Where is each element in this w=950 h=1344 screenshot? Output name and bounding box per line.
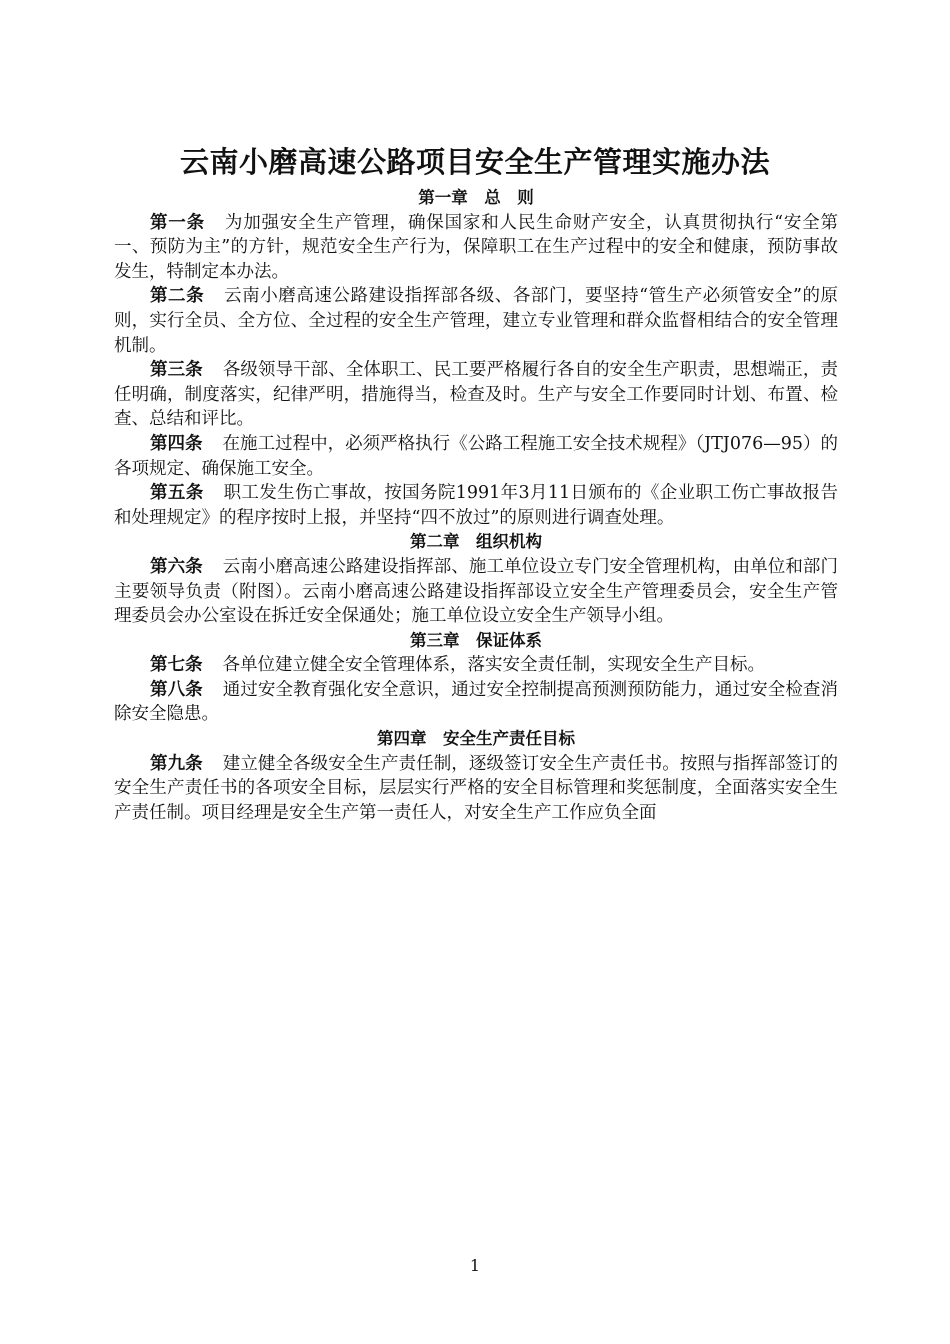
article [114, 481, 838, 530]
article-text: 各单位建立健全安全管理体系，落实安全责任制，实现安全生产目标。 [222, 655, 765, 676]
chapter-heading: 第二章 组织机构 [410, 532, 542, 552]
article [114, 678, 838, 727]
article-number: 第二条 [150, 286, 205, 307]
article-number: 第五条 [150, 483, 204, 504]
article-number: 第八条 [150, 679, 203, 700]
chapter-heading: 第三章 保证体系 [410, 630, 542, 650]
article-text: 职工发生伤亡事故，按国务院1991年3月11日颁布的《企业职工伤亡事故报告和处理规定》的程序按时上报，并坚持“四不放过”的原则进行调查处理。 [114, 483, 838, 528]
article [114, 653, 838, 678]
article-number: 第七条 [150, 655, 203, 676]
article-number: 第一条 [150, 212, 205, 233]
article-text: 在施工过程中，必须严格执行《公路工程施工安全技术规程》（JTJ076—95）的各项规定、确保施工安全。 [114, 433, 839, 479]
chapter-heading: 第一章 总 则 [418, 188, 534, 207]
article-text: 云南小磨高速公路建设指挥部各级、各部门，要坚持“管生产必须管安全”的原则，实行全员、全方位、全过程的安全生产管理，建立专业管理和群众监督相结合的安全管理机制。 [114, 286, 839, 356]
article-number: 第六条 [150, 556, 203, 577]
article-number: 第三条 [150, 360, 203, 381]
article [114, 358, 838, 432]
chapter-heading: 第四章 安全生产责任目标 [377, 729, 575, 749]
document-title: 云南小磨高速公路项目安全生产管理实施办法 [179, 145, 770, 179]
article-text: 各级领导干部、全体职工、民工要严格履行各自的安全生产职责，思想端正，责任明确，制度落实，纪律严明，措施得当，检查及时。生产与安全工作要同时计划、布置、检查、总结和评比。 [114, 360, 839, 430]
article [114, 211, 838, 285]
article [114, 432, 838, 481]
article [114, 752, 838, 826]
document-body [114, 186, 838, 825]
article-text: 建立健全各级安全生产责任制，逐级签订安全生产责任书。按照与指挥部签订的安全生产责任书的各项安全目标，层层实行严格的安全目标管理和奖惩制度，全面落实安全生产责任制。项目经理是安全生产第一责任人，对安全生产工作应负全面 [114, 753, 839, 823]
article-number: 第九条 [150, 753, 203, 774]
article-number: 第四条 [150, 433, 203, 454]
article [114, 555, 838, 629]
article [114, 284, 838, 358]
article-text: 通过安全教育强化安全意识，通过安全控制提高预测预防能力，通过安全检查消除安全隐患。 [114, 679, 839, 725]
page-number: 1 [469, 1256, 481, 1275]
article-text: 为加强安全生产管理，确保国家和人民生命财产安全，认真贯彻执行“安全第一、预防为主”的方针，规范安全生产行为，保障职工在生产过程中的安全和健康，预防事故发生，特制定本办法。 [114, 212, 838, 282]
article-text: 云南小磨高速公路建设指挥部、施工单位设立专门安全管理机构，由单位和部门主要领导负责（附图）。云南小磨高速公路建设指挥部设立安全生产管理委员会，安全生产管理委员会办公室设在拆迁安全保通处；施工单位设立安全生产领导小组。 [114, 556, 839, 627]
